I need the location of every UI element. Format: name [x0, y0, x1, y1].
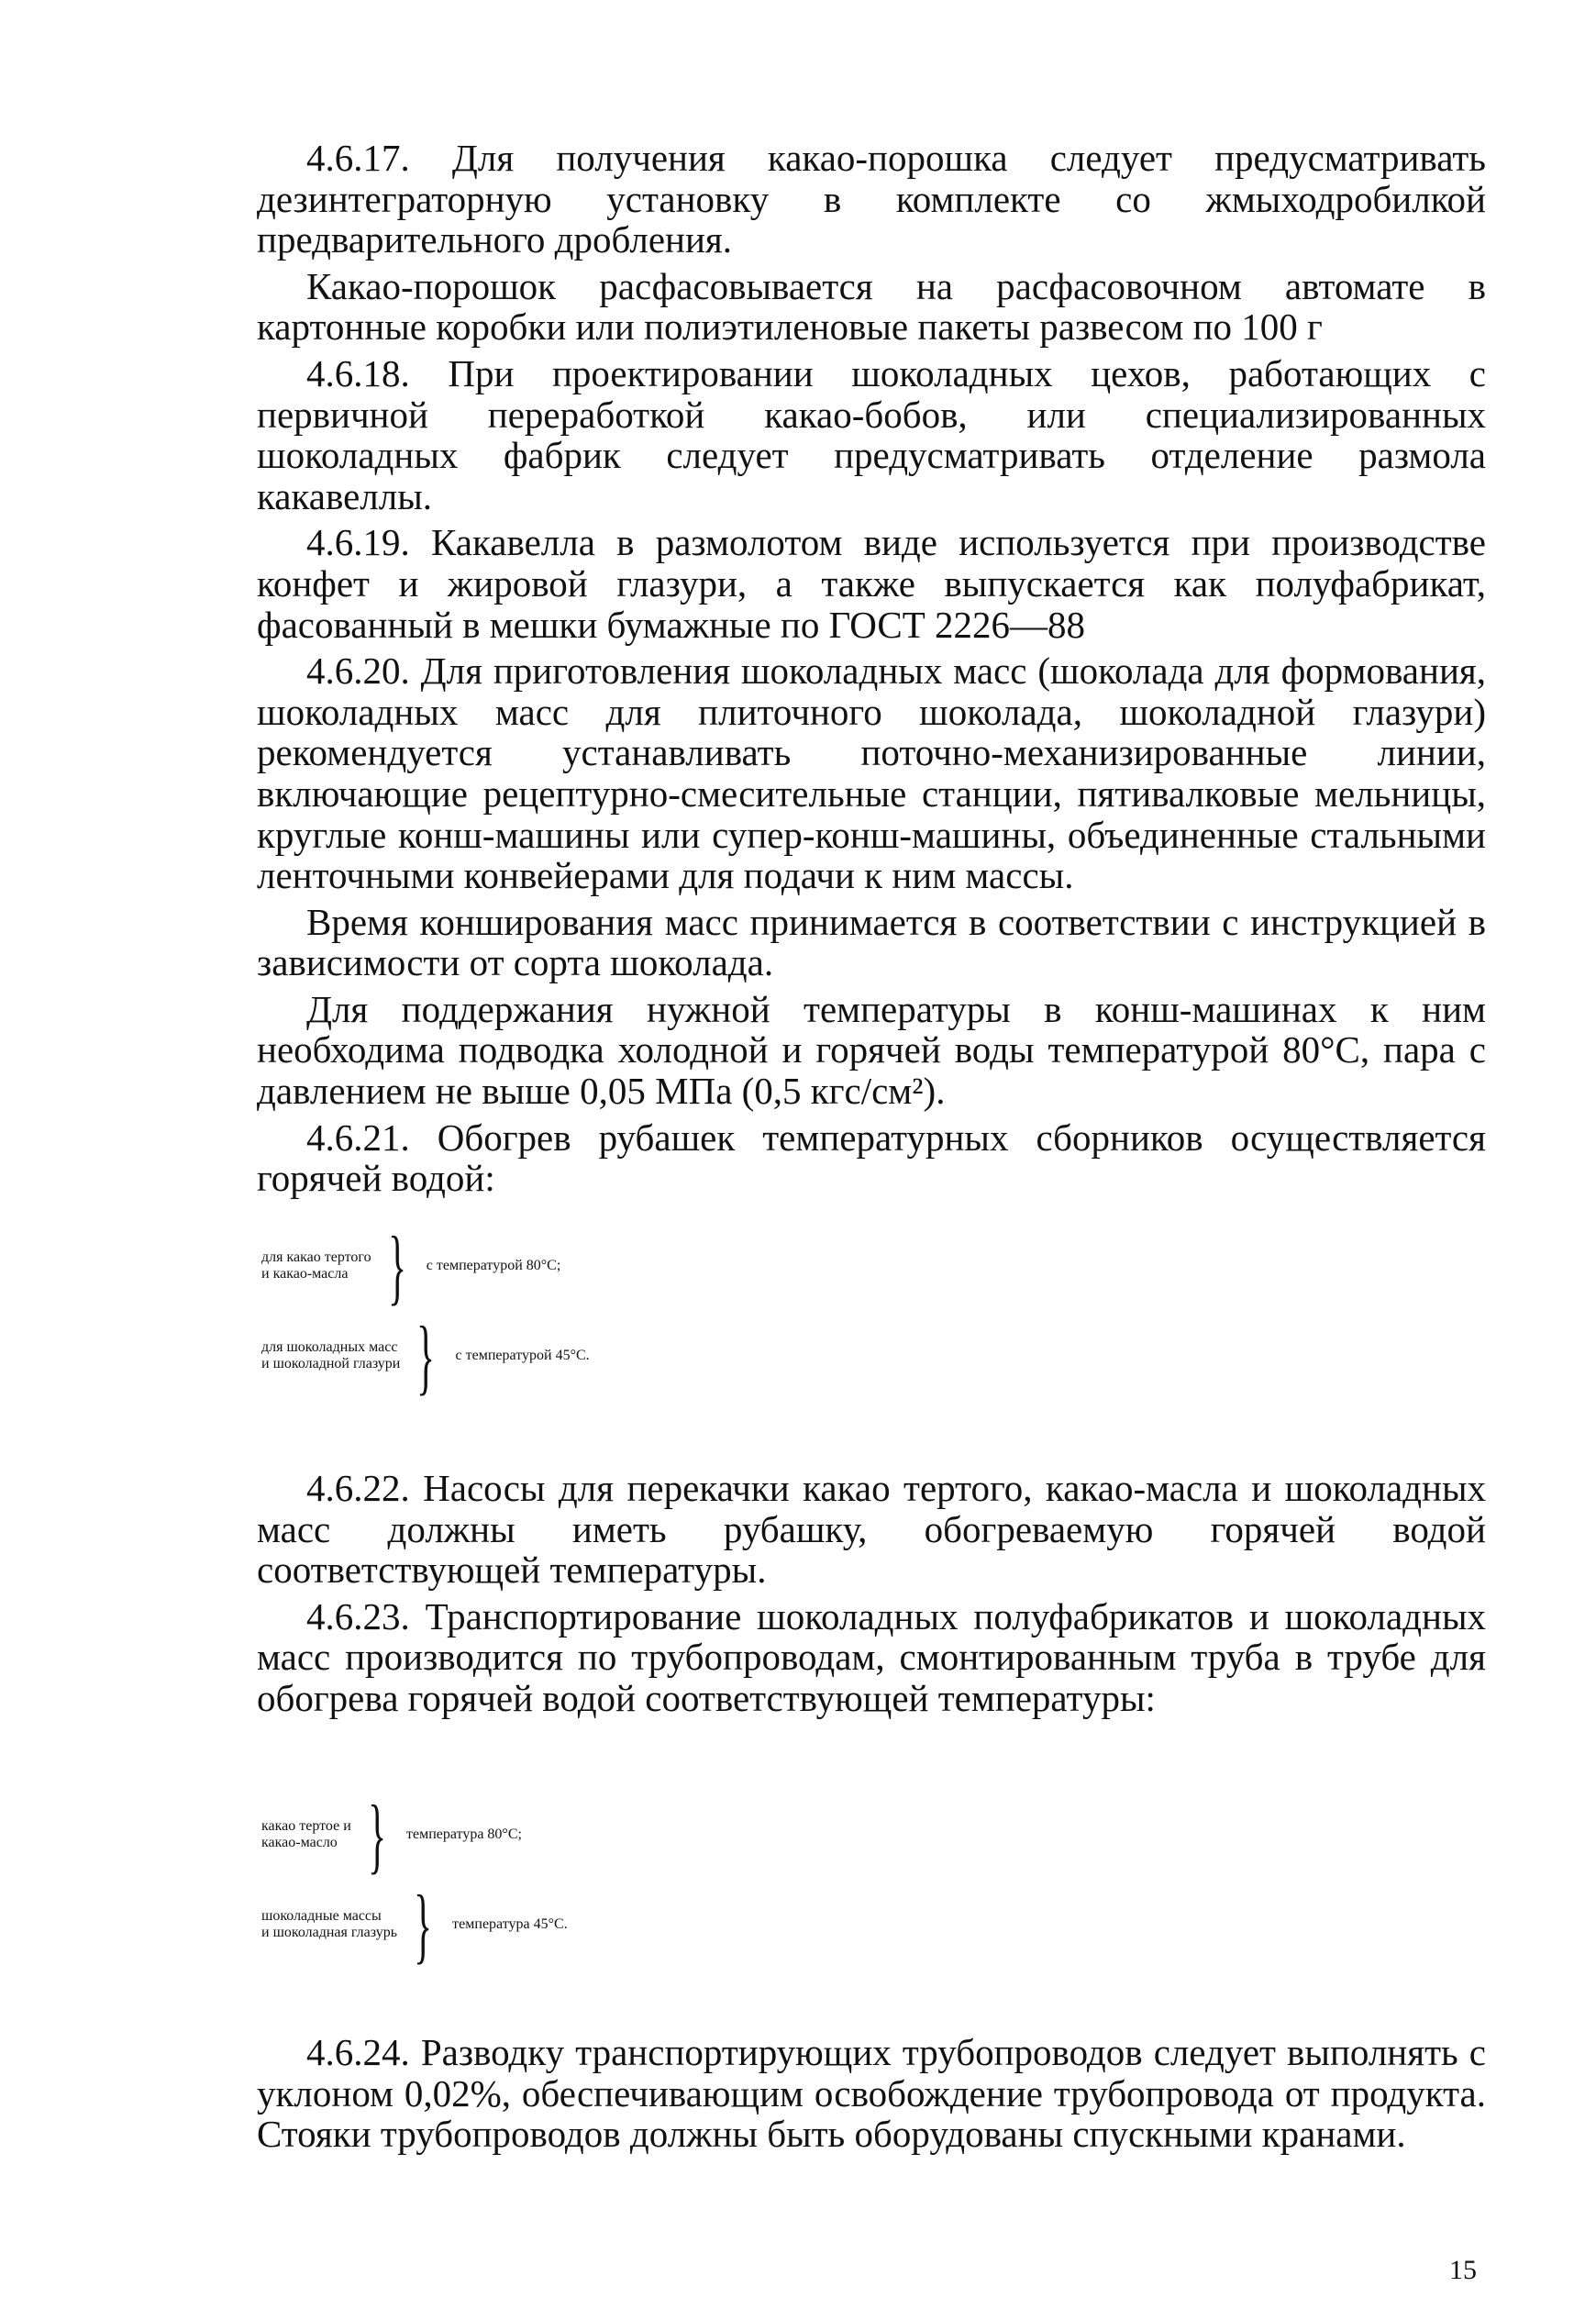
- list-item-label: какао-масло: [261, 1835, 338, 1850]
- list-item-value: с температурой 45°С.: [455, 1348, 590, 1363]
- temperature-list-1: [261, 1219, 590, 1403]
- list-item: [261, 1788, 568, 1882]
- page-number: 15: [1449, 2255, 1477, 2285]
- list-item: [261, 1219, 590, 1313]
- paragraph-4-6-17: 4.6.17. Для получения какао-порошка следует предусматривать дезинтеграторную установку в комплекте со жмыходробилкой предварительного дробления.: [257, 137, 1486, 261]
- list-item-value: температура 80°С;: [405, 1826, 522, 1842]
- paragraph-4-6-19: 4.6.19. Какавелла в размолотом виде используется при производстве конфет и жировой глазури, а также выпускается как полуфабрикат, фасованный в мешки бумажные по ГОСТ 2226—88: [257, 521, 1486, 646]
- text-middle: [257, 1468, 1486, 1725]
- paragraph-4-6-23: 4.6.23. Транспортирование шоколадных полуфабрикатов и шоколадных масс производится по трубопроводам, смонтированным труба в трубе для обогрева горячей водой соответствующей температуры:: [257, 1594, 1486, 1719]
- list-item-label: шоколадные массы: [261, 1908, 382, 1924]
- brace-symbol: }: [387, 1219, 406, 1313]
- brace-symbol: }: [416, 1309, 436, 1403]
- brace-symbol: }: [367, 1788, 386, 1882]
- list-item-label: какао тертое и: [261, 1818, 351, 1834]
- list-item: [261, 1309, 590, 1403]
- list-item-value: с температурой 80°С;: [426, 1258, 561, 1273]
- list-item-label: для шоколадных масс: [261, 1339, 398, 1355]
- list-item-label: и какао-масла: [261, 1266, 349, 1282]
- list-item-label: и шоколадная глазурь: [261, 1925, 397, 1940]
- paragraph-temperature-supply: Для поддержания нужной температуры в конш-машинах к ним необходима подводка холодной и горячей воды температурой 80°С, пара с давлением не выше 0,05 МПа (0,5 кгс/см²).: [257, 987, 1486, 1113]
- paragraph-4-6-24: 4.6.24. Разводку транспортирующих трубопроводов следует выполнять с уклоном 0,02%, обеспечивающим освобождение трубопровода от продукта. Стояки трубопроводов должны быть оборудованы спускными кранами.: [257, 2031, 1486, 2156]
- text-top: [257, 138, 1486, 1205]
- list-item-label: и шоколадной глазури: [261, 1356, 401, 1371]
- paragraph-conching-time: Время конширования масс принимается в соответствии с инструкцией в зависимости от сорта шоколада.: [257, 900, 1486, 984]
- paragraph-4-6-18: 4.6.18. При проектировании шоколадных цехов, работающих с первичной переработкой какао-бобов, или специализированных шоколадных фабрик следует предусматривать отделение размола какавеллы.: [257, 351, 1486, 517]
- list-item: [261, 1878, 568, 1971]
- temperature-list-2: [261, 1788, 568, 1971]
- text-bottom: [257, 2032, 1486, 2160]
- paragraph-4-6-20: 4.6.20. Для приготовления шоколадных масс (шоколада для формования, шоколадных масс для плиточного шоколада, шоколадной глазури) рекомендуется устанавливать поточно-механизированные линии, включающие рецептурно-смесительные станции, пятивалковые мельницы, круглые конш-машины или супер-конш-машины, объединенные стальными ленточными конвейерами для подачи к ним массы.: [257, 649, 1486, 897]
- paragraph-4-6-21: 4.6.21. Обогрев рубашек температурных сборников осуществляется горячей водой:: [257, 1116, 1486, 1200]
- paragraph-cocoa-powder-packing: Какао-порошок расфасовывается на расфасовочном автомате в картонные коробки или полиэтиленовые пакеты развесом по 100 г: [257, 264, 1486, 349]
- brace-symbol: }: [414, 1878, 433, 1971]
- list-item-label: для какао тертого: [261, 1249, 371, 1265]
- list-item-value: температура 45°С.: [452, 1916, 568, 1932]
- paragraph-4-6-22: 4.6.22. Насосы для перекачки какао тертого, какао-масла и шоколадных масс должны иметь рубашку, обогреваемую горячей водой соответствующей температуры.: [257, 1467, 1486, 1592]
